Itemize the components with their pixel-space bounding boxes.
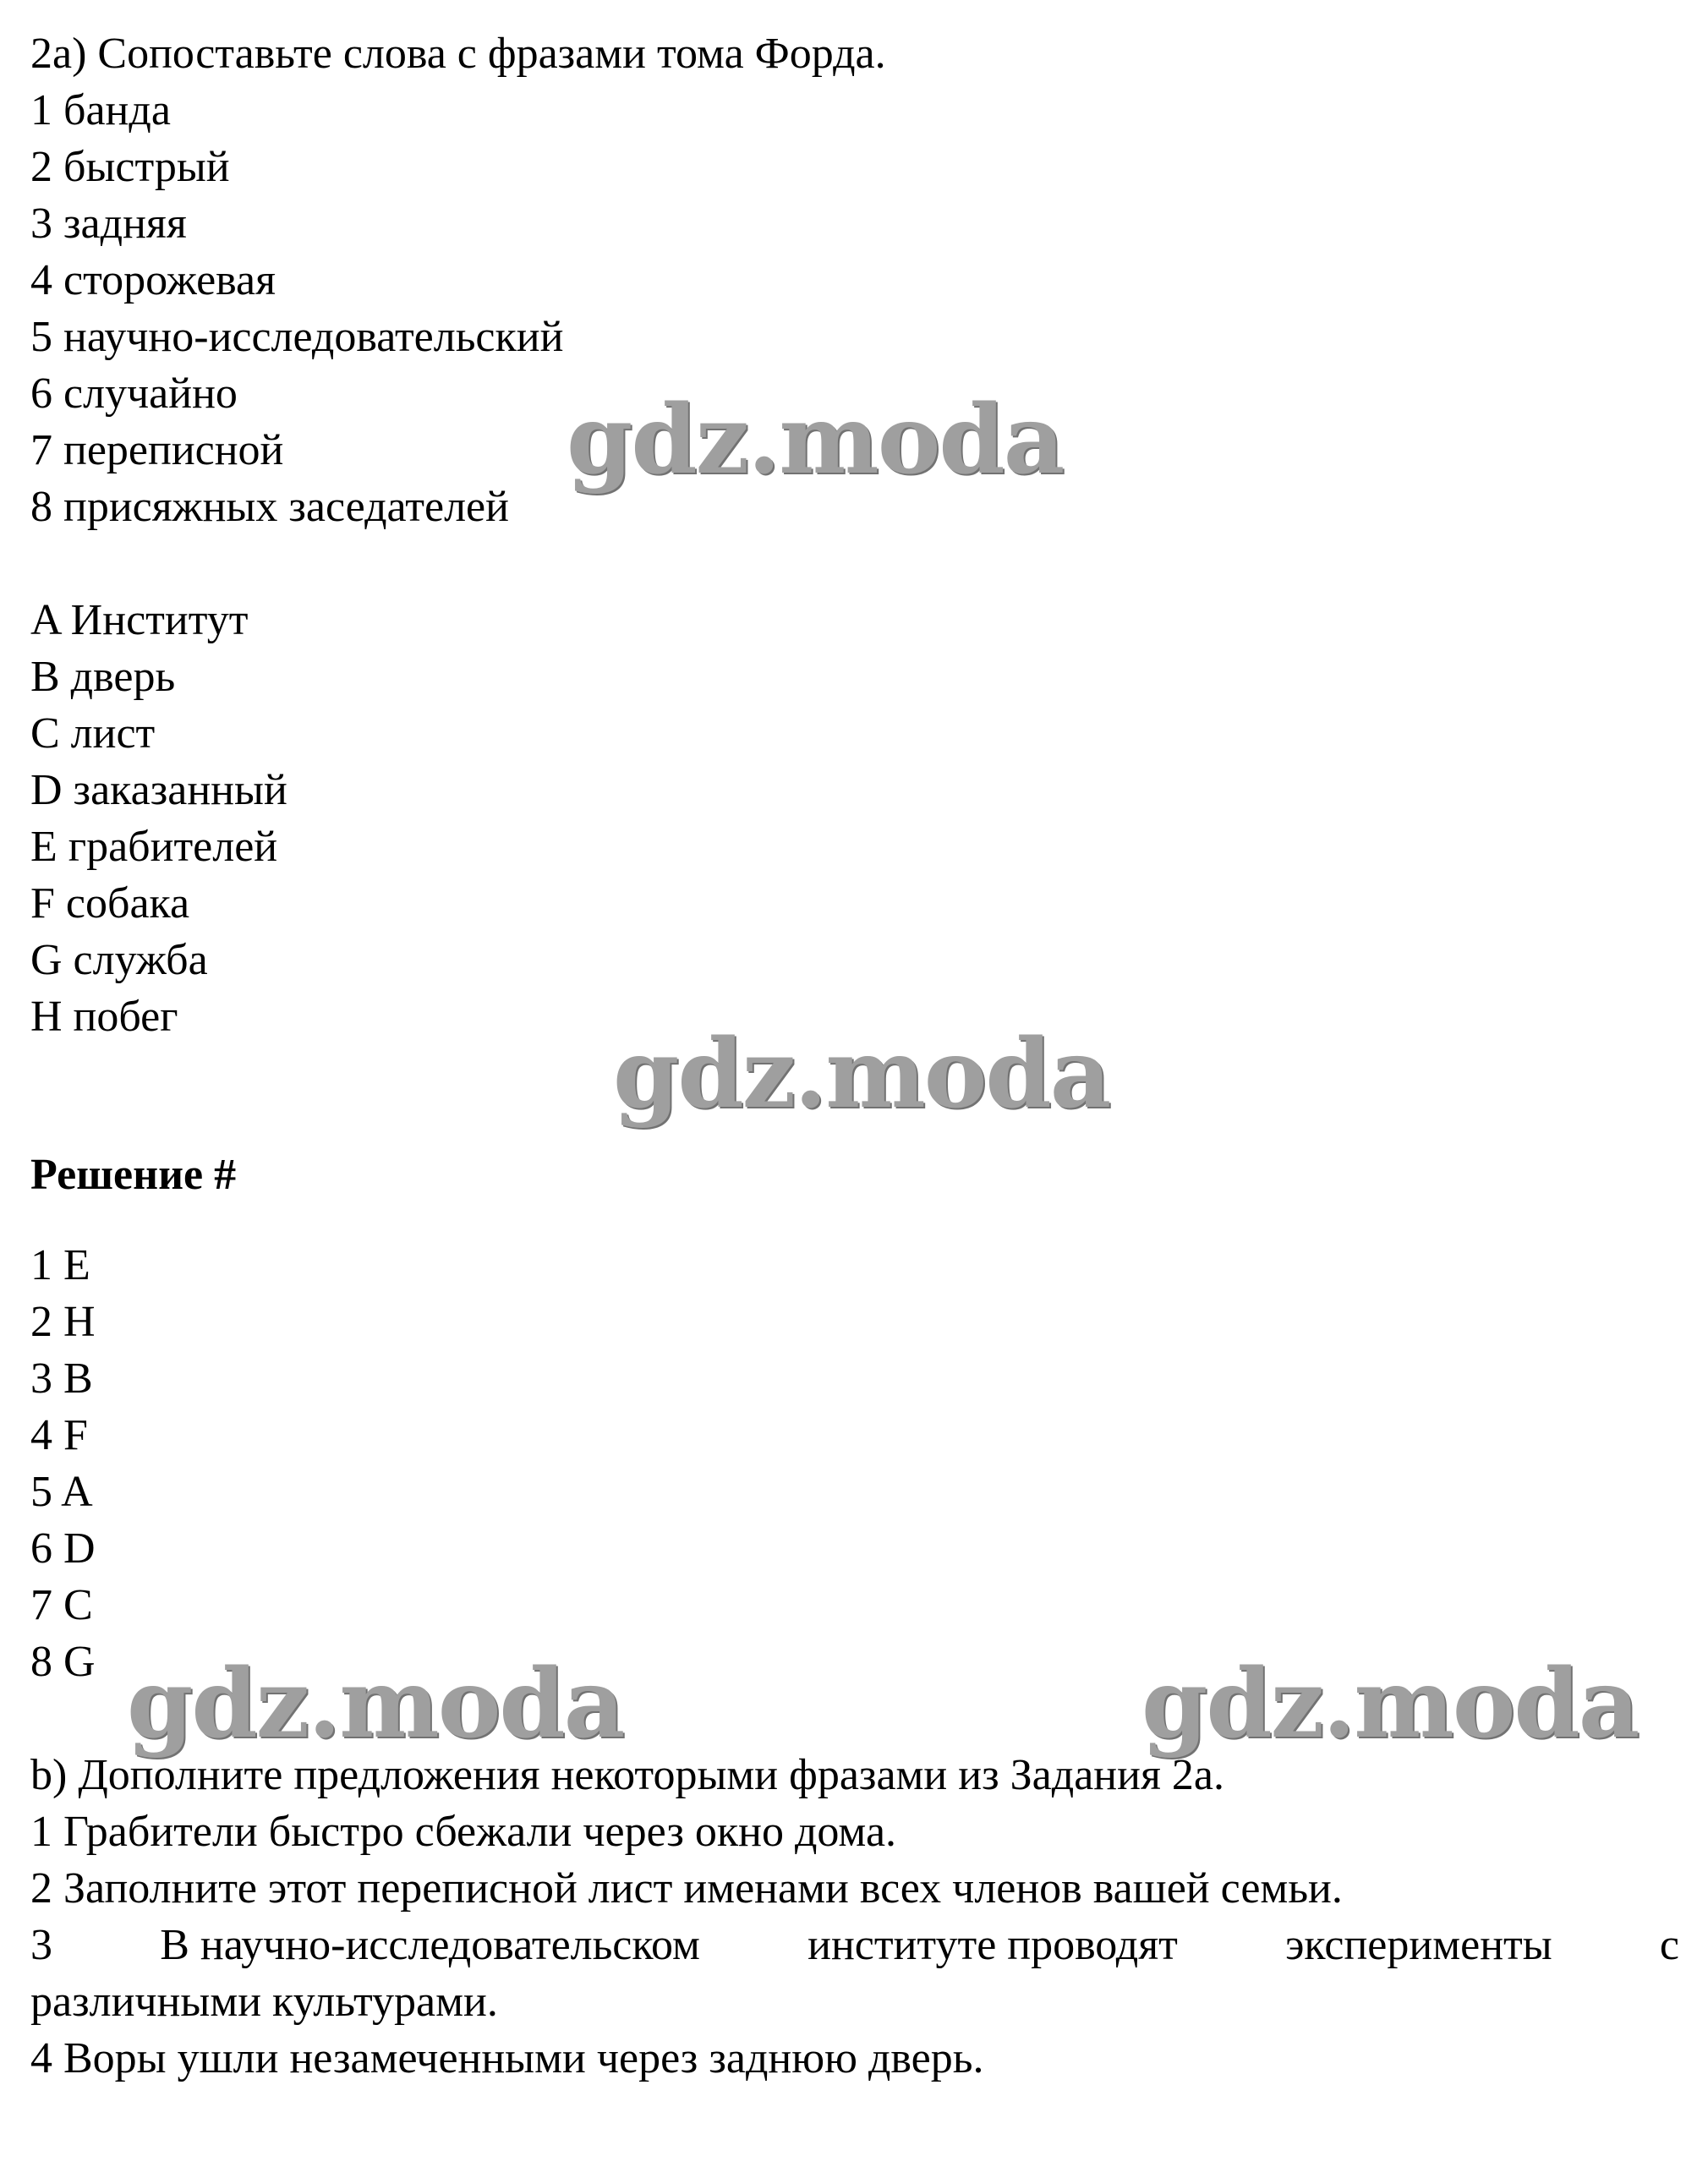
list-item: 1 банда	[30, 86, 171, 134]
list-item: B дверь	[30, 653, 176, 701]
answer-item: 7 C	[30, 1581, 93, 1629]
list-item: 3 задняя	[30, 200, 187, 248]
sentence-4: 4 Воры ушли незамеченными через заднюю дверь.	[30, 2034, 984, 2082]
answer-item: 4 F	[30, 1411, 88, 1459]
list-item: 4 сторожевая	[30, 256, 276, 304]
answer-item: 1 E	[30, 1241, 90, 1289]
sentence-3-word: В научно-исследовательском	[160, 1921, 700, 1969]
list-item: 2 быстрый	[30, 143, 230, 191]
sentence-3-word: институте проводят	[807, 1921, 1178, 1969]
solution-heading: Решение #	[30, 1151, 237, 1199]
sentence-3-word: 3	[30, 1921, 52, 1969]
sentence-3-word: с	[1659, 1921, 1679, 1969]
watermark: gdz.moda	[613, 1019, 1110, 1130]
list-item: 6 случайно	[30, 369, 238, 418]
list-item: G служба	[30, 936, 208, 984]
list-item: A Институт	[30, 596, 249, 644]
list-item: D заказанный	[30, 766, 287, 814]
lettered-list	[30, 592, 1679, 1045]
list-item: 7 переписной	[30, 426, 284, 474]
list-item: 5 научно-исследовательский	[30, 313, 564, 361]
list-item: 8 присяжных заседателей	[30, 483, 509, 531]
answer-item: 8 G	[30, 1638, 96, 1686]
list-item: E грабителей	[30, 823, 278, 871]
answer-item: 6 D	[30, 1524, 96, 1573]
sentence-3	[30, 1917, 1679, 1973]
answer-item: 2 H	[30, 1298, 96, 1346]
sentence-3-continuation: различными культурами.	[30, 1978, 498, 2026]
task-b-title: b) Дополните предложения некоторыми фразами из Задания 2а.	[30, 1751, 1224, 1799]
watermark: gdz.moda	[127, 1649, 624, 1759]
sentence-2: 2 Заполните этот переписной лист именами всех членов вашей семьи.	[30, 1864, 1343, 1913]
answer-item: 5 A	[30, 1468, 93, 1516]
list-item: H побег	[30, 993, 178, 1041]
answer-item: 3 B	[30, 1354, 93, 1403]
watermark: gdz.moda	[1141, 1649, 1639, 1759]
answers-list	[30, 1237, 1679, 1690]
sentence-1: 1 Грабители быстро сбежали через окно дома.	[30, 1808, 897, 1856]
list-item: C лист	[30, 709, 156, 758]
list-item: F собака	[30, 879, 190, 928]
sentence-3-word: эксперименты	[1285, 1921, 1552, 1969]
task-a-title: 2a) Сопоставьте слова с фразами тома Форда.	[30, 30, 886, 78]
watermark: gdz.moda	[567, 385, 1064, 495]
